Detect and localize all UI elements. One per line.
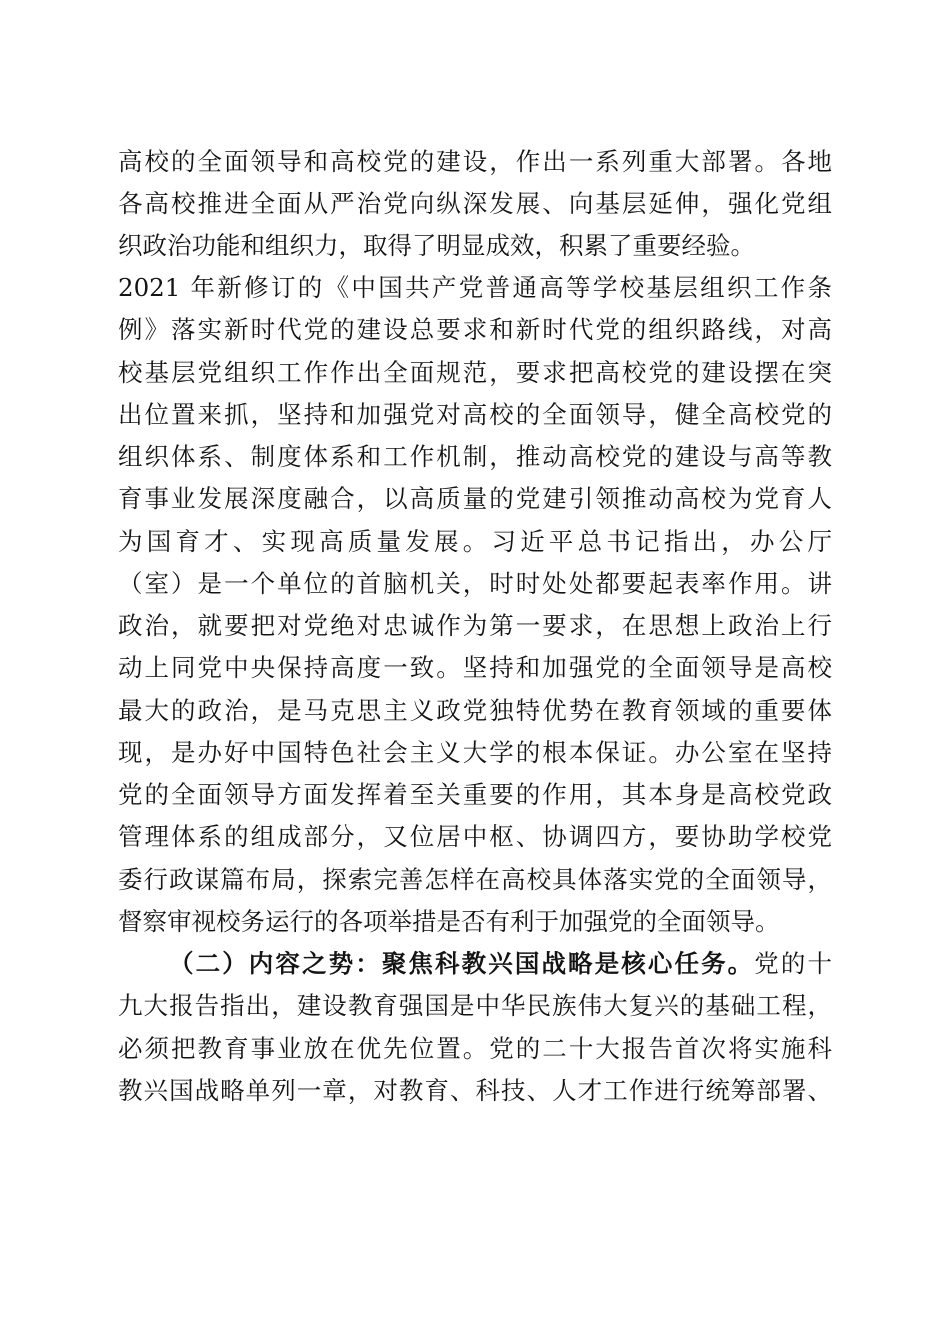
body-line-18: 委行政谋篇布局，探索完善怎样在高校具体落实党的全面领导，	[118, 865, 832, 894]
body-line-12: 政治，就要把对党绝对忠诚作为第一要求，在思想上政治上行	[118, 611, 832, 640]
body-line-11: （室）是一个单位的首脑机关，时时处处都要起表率作用。讲	[118, 569, 832, 598]
body-line-3: 织政治功能和组织力，取得了明显成效，积累了重要经验。	[118, 231, 755, 260]
section-line-3: 教兴国战略单列一章，对教育、科技、人才工作进行统筹部署、	[118, 1076, 832, 1105]
body-line-14: 最大的政治，是马克思主义政党独特优势在教育领域的重要体	[118, 696, 832, 725]
body-line-1: 高校的全面领导和高校党的建设，作出一系列重大部署。各地	[118, 147, 832, 176]
body-line-19: 督察审视校务运行的各项举措是否有利于加强党的全面领导。	[118, 907, 780, 936]
body-line-17: 管理体系的组成部分，又位居中枢、协调四方，要协助学校党	[118, 822, 832, 851]
section-heading: （二）内容之势：聚焦科教兴国战略是核心任务。	[169, 949, 755, 978]
body-line-7: 出位置来抓，坚持和加强党对高校的全面领导，健全高校党的	[118, 400, 832, 429]
body-line-13: 动上同党中央保持高度一致。坚持和加强党的全面领导是高校	[118, 653, 832, 682]
body-line-9: 育事业发展深度融合，以高质量的党建引领推动高校为党育人	[118, 484, 832, 513]
body-line-5: 例》落实新时代党的建设总要求和新时代党的组织路线，对高	[118, 315, 832, 344]
body-line-8: 组织体系、制度体系和工作机制，推动高校党的建设与高等教	[118, 442, 832, 471]
section-line-1: 九大报告指出，建设教育强国是中华民族伟大复兴的基础工程，	[118, 991, 832, 1020]
body-line-10: 为国育才、实现高质量发展。习近平总书记指出，办公厅	[118, 527, 832, 556]
body-line-6: 校基层党组织工作作出全面规范，要求把高校党的建设摆在突	[118, 358, 832, 387]
body-line-16: 党的全面领导方面发挥着至关重要的作用，其本身是高校党政	[118, 780, 832, 809]
body-line-4: 2021 年新修订的《中国共产党普通高等学校基层组织工作条	[118, 273, 832, 302]
section-heading-line	[169, 946, 832, 982]
section-heading-tail: 党的十	[754, 949, 833, 978]
body-line-2: 各高校推进全面从严治党向纵深发展、向基层延伸，强化党组	[118, 189, 832, 218]
body-line-15: 现，是办好中国特色社会主义大学的根本保证。办公室在坚持	[118, 738, 832, 767]
section-line-2: 必须把教育事业放在优先位置。党的二十大报告首次将实施科	[118, 1034, 832, 1063]
